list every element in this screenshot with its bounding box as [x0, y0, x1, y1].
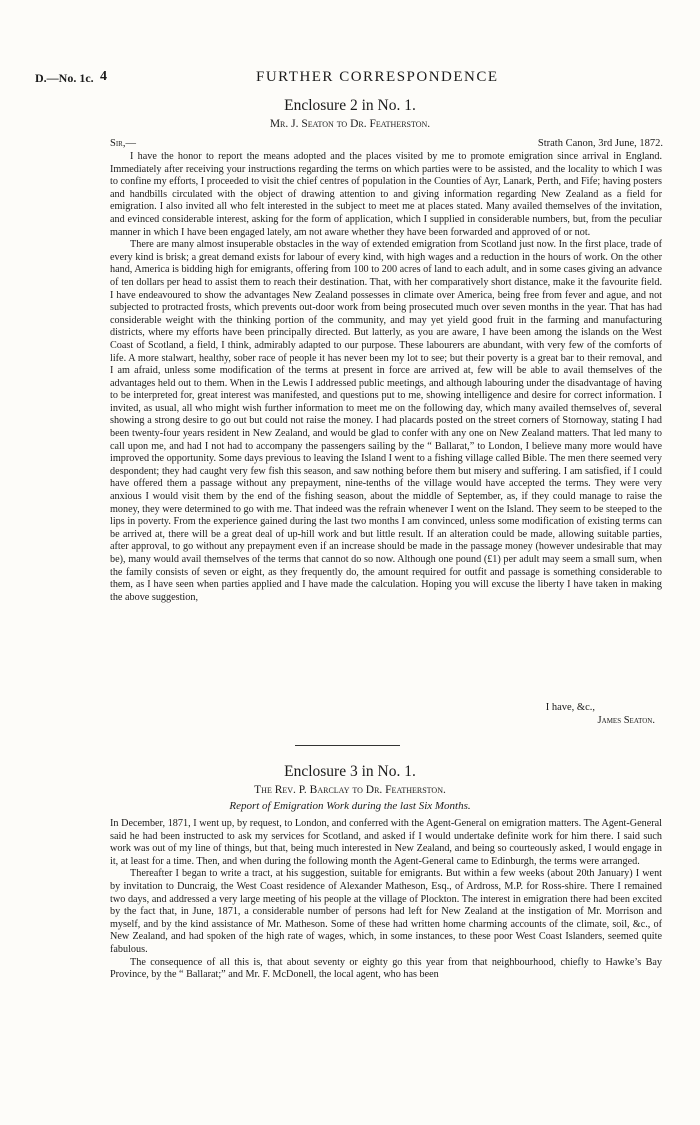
enclosure-2-body [110, 151, 662, 604]
running-title: FURTHER CORRESPONDENCE [256, 69, 499, 85]
paragraph: Thereafter I began to write a tract, at his suggestion, suitable for emigrants. But within a few weeks (about 20th January) I went by invitation to Duncraig, the West Coast residence of Alexander Matheson, Esq., of Ardross, M.P. for Ross-shire. There I remained two days, and addressed a very large meeting of his people at the village of Plockton. The interest in emigration there had been excited by the fact that, in June, 1871, a considerable number of persons had left for New Zealand at the instigation of Mr. Morrison and myself, and by the kind assistance of Mr. Matheson. Some of these had written home charming accounts of the climate, soil, &c., of New Zealand, and had spoken of the high rate of wages, which, in some instances, to these poor West Coast Islanders, seemed quite fabulous. [110, 868, 662, 955]
enclosure-3-from-to: The Rev. P. Barclay to Dr. Featherston. [254, 784, 446, 796]
enclosure-2-from-to: Mr. J. Seaton to Dr. Featherston. [269, 118, 431, 130]
closing: I have, &c., [545, 702, 595, 713]
page-number: 4 [100, 69, 107, 84]
dateline: Strath Canon, 3rd June, 1872. [537, 138, 663, 149]
enclosure-2-title: Enclosure 2 in No. 1. [284, 97, 416, 114]
enclosure-3-title: Enclosure 3 in No. 1. [284, 763, 416, 780]
salutation: Sir,— [110, 138, 136, 149]
signature: James Seaton. [597, 714, 655, 726]
paragraph: I have the honor to report the means adopted and the places visited by me to promote emigration since arrival in England. Immediately after receiving your instructions regarding the terms on which parties were to be assisted, and the locality to which I was to confine my efforts, I proceeded to visit the chief centres of population in the Counties of Ayr, Lanark, Perth, and Fife; having posters and handbills circulated with the object of drawing attention to and giving information regarding New Zealand as a field for emigration. I also invited all who felt interested in the subject to meet me at places stated. Many availed themselves of the invitation, and evinced considerable interest, asking for the form of application, which I supplied in considerable numbers, but, from the peculiar manner in which I have been engaged lately, am not aware whether they have been forwarded and approved of or not. [110, 151, 662, 238]
section-divider [295, 745, 400, 746]
paragraph: There are many almost insuperable obstacles in the way of extended emigration from Scotland just now. In the first place, trade of every kind is brisk; a great demand exists for labour of every kind, with high wages and a reduction in the hours of work. On the other hand, America is bidding high for emigrants, offering from 100 to 200 acres of land to each adult, and in some cases giving an advance of ten dollars per head to assist them to reach their destination. That, with her comparatively short distance, make it the favourite field. I have endeavoured to show the advantages New Zealand possesses in climate over America, being free from fever and ague, and not subjected to protracted frosts, which prevents out-door work from being prosecuted much over seven months in the year. That has had considerable weight with the thinking portion of the community, and may yet yield good fruit in the farming and manufacturing districts, where my efforts have been principally directed. But latterly, as you are aware, I have been among the islands on the West Coast of Scotland, a field, I think, admirably adapted to our purpose. These labourers are abundant, with very few of the comforts of life. A more stalwart, healthy, sober race of people it has never been my lot to see; but their poverty is a great bar to their removal, and I am afraid, unless some modification of the terms at present in force are arrived at, few will be able to avail themselves of the advantages held out to them. When in the Lewis I addressed public meetings, and although labouring under the disadvantage of having to be interpreted for, great interest was manifested, and questions put to me, showing intelligence and desire for correct information. I invited, as usual, all who might wish further information to meet me on the following day, which many availed themselves of, several showing a strong desire to go out but could not raise the money. I had placards posted on the street corners of Stornoway, stating I had been twenty-four years resident in New Zealand, and would be glad to confer with any one on New Zealand matters. That led many to call upon me, and had I not had to accompany the passengers sailing by the “ Ballarat,” to London, I believe many more would have improved the opportunity. Some days previous to leaving the Island I went to a fishing village called Bible. The men there seemed very despondent; they had caught very few fish this season, and saw nothing before them but misery and suffering. I am satisfied, if I could have offered them a passage without any prepayment, nine-tenths of the village would have accepted the terms. They were very anxious I would visit them by the end of the fishing season, about the middle of September, as, if they could manage to raise the money, they were determined to go with me. That indeed was the refrain whenever I went on the Island. They seem to be steeped to the lips in poverty. From the experience gained during the last two months I am convinced, unless some modification of existing terms can be arrived at, there will be a great deal of up-hill work and but little result. If an alteration could be made, allowing suitable parties, after approval, to go without any prepayment even if an increase should be made in the passage money (however undesirable that may be), many would avail themselves of the terms that cannot do so now. Although one pound (£1) per adult may seem a small sum, when the family consists of seven or eight, as they frequently do, the amount required for outfit and passage is something considerable to them, as I have seen when parties applied and I have made the calculation. Hoping you will excuse the liberty I have taken in making the above suggestion, [110, 239, 662, 603]
paragraph: In December, 1871, I went up, by request, to London, and conferred with the Agent-General on emigration matters. The Agent-General said he had been instructed to ask my services for Scotland, and asked if I would undertake definite work for him there. I said such work was out of my line of things, but that, being much interested in New Zealand, and being so courteously asked, I would engage in it, at least for a time. Then, and when during the following month the Agent-General came to Edinburgh, the terms were arranged. [110, 818, 662, 867]
report-title: Report of Emigration Work during the last Six Months. [229, 800, 471, 812]
document-reference: D.—No. 1c. [35, 71, 94, 85]
paragraph: The consequence of all this is, that about seventy or eighty go this year from that neighbourhood, chiefly to Hawke’s Bay Province, by the “ Ballarat;” and Mr. F. McDonell, the local agent, who has been [110, 956, 662, 981]
enclosure-3-body [110, 818, 662, 982]
closing-block [546, 702, 655, 727]
